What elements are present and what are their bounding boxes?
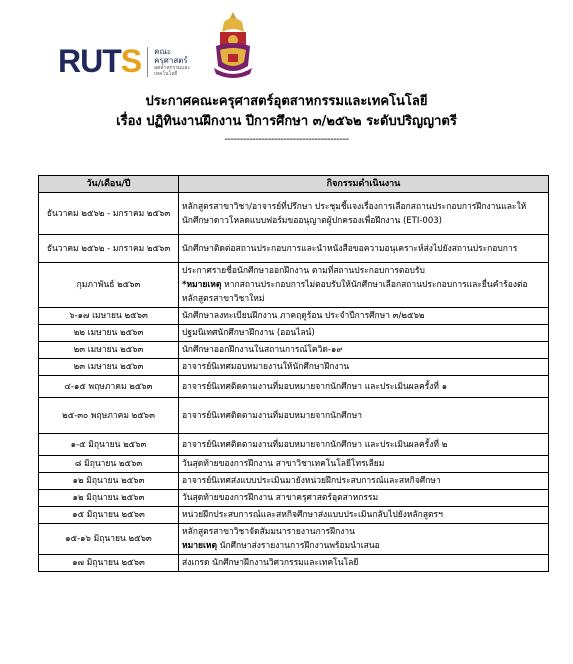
table-row (39, 376, 549, 398)
row-activity-text: วันสุดท้ายของการฝึกงาน สาขาวิชาเทคโนโลยีโทรเลียม (182, 459, 385, 469)
row-activity (179, 473, 549, 490)
row-activity-text: หน่วยฝึกประสบการณ์และสหกิจศึกษาส่งแบบประเมินกลับไปยังหลักสูตรฯ (182, 510, 443, 520)
row-date: กุมภาพันธ์ ๒๕๖๓ (39, 263, 179, 308)
table-row (39, 524, 549, 555)
row-activity-text: หลักสูตรสาขาวิชา/อาจารย์ที่ปรึกษา ประชุมชี้แจงเรื่องการเลือกสถานประกอบการฝึกงานและให้นักศึกษาดาวโหลดแบบฟอร์มขออนุญาตผู้ปกครองเพื่อฝึกงาน (ETI-003) (182, 201, 527, 226)
table-row (39, 342, 549, 359)
row-date: ๔-๑๕ พฤษภาคม ๒๕๖๓ (39, 376, 179, 398)
table-row (39, 473, 549, 490)
table-row (39, 434, 549, 456)
row-activity (179, 434, 549, 456)
column-header-activity: กิจกรรมดำเนินงาน (179, 176, 549, 193)
row-date: ๒๕-๓๐ พฤษภาคม ๒๕๖๓ (39, 398, 179, 434)
row-activity-text: อาจารย์นิเทศติดตามงานที่มอบหมายจากนักศึกษา และประเมินผลครั้งที่ ๒ (182, 439, 448, 450)
row-date: ธันวาคม ๒๕๖๒ - มกราคม ๒๕๖๓ (39, 193, 179, 235)
title-line-2: เรื่อง ปฏิทินงานฝึกงาน ปีการศึกษา ๓/๒๕๖๒ ระดับปริญญาตรี (116, 114, 457, 129)
table-row (39, 235, 549, 263)
title-line-1: ประกาศคณะครุศาสตร์อุตสาหกรรมและเทคโนโลยี (145, 94, 428, 109)
row-activity (179, 235, 549, 263)
row-activity-text: อาจารย์นิเทศส่งแบบประเมินมายังหน่วยฝึกประสบการณ์และสหกิจศึกษา (182, 476, 441, 486)
table-row (39, 398, 549, 434)
row-activity-text: นักศึกษาลงทะเบียนฝึกงาน ภาคฤดูร้อน ประจำปีการศึกษา ๓/๒๕๖๒ (182, 311, 425, 321)
row-activity-text: วันสุดท้ายของการฝึกงาน สาขาครุศาสตร์อุตสาหกรรม (182, 493, 379, 503)
row-date: ๒๓ เมษายน ๒๕๖๓ (39, 359, 179, 376)
row-date: ๑๒ มิถุนายน ๒๕๖๓ (39, 490, 179, 507)
row-note-text: หากสถานประกอบการไม่ตอบรับให้นักศึกษาเลือกสถานประกอบการและยื่นคำร้องต่อหลักสูตรสาขาวิชาใหม่ (182, 280, 528, 304)
row-activity (179, 490, 549, 507)
row-activity (179, 308, 549, 325)
table-row (39, 193, 549, 235)
table-row (39, 507, 549, 524)
row-date: ๑-๕ มิถุนายน ๒๕๖๓ (39, 434, 179, 456)
university-emblem-icon (210, 10, 256, 80)
row-activity-text: นักศึกษาออกฝึกงานในสถานการณ์โควิด-๑๙ (182, 345, 343, 355)
row-activity-text: อาจารย์นิเทศมอบหมายงานให้นักศึกษาฝึกงาน (182, 362, 350, 372)
row-date: ๒๒ เมษายน ๒๕๖๓ (39, 325, 179, 342)
row-activity (179, 376, 549, 398)
table-header-row (39, 176, 549, 193)
row-date: ๑๗ มิถุนายน ๒๕๖๓ (39, 555, 179, 572)
table-row (39, 555, 549, 572)
row-note-label: *หมายเหตุ (182, 280, 222, 290)
row-date: ๑๕-๑๖ มิถุนายน ๒๕๖๓ (39, 524, 179, 555)
row-activity (179, 456, 549, 473)
row-activity (179, 325, 549, 342)
table-row (39, 490, 549, 507)
row-date: ๑๕ มิถุนายน ๒๕๖๓ (39, 507, 179, 524)
logo-faculty: คณะครุศาสตร์ อุตสาหกรรมและเทคโนโลยี (154, 46, 191, 77)
title-rule: ---------------------------------------- (224, 134, 349, 145)
row-activity (179, 359, 549, 376)
row-activity-text: อาจารย์นิเทศติดตามงานที่มอบหมายจากนักศึกษา (182, 410, 363, 421)
row-activity (179, 398, 549, 434)
row-activity-text: ประกาศรายชื่อนักศึกษาออกฝึกงาน ตามที่สถานประกอบการตอบรับ (182, 266, 425, 276)
header-logos (58, 10, 258, 85)
table-row (39, 308, 549, 325)
row-date: ๘ มิถุนายน ๒๕๖๓ (39, 456, 179, 473)
table-row (39, 359, 549, 376)
row-activity (179, 507, 549, 524)
row-activity-text: ปฐมนิเทศนักศึกษาฝึกงาน (ออนไลน์) (182, 328, 315, 338)
column-header-date: วัน/เดือน/ปี (39, 176, 179, 193)
row-date: ๒๓ เมษายน ๒๕๖๓ (39, 342, 179, 359)
document-title (0, 92, 573, 146)
row-date: ๑๒ มิถุนายน ๒๕๖๓ (39, 473, 179, 490)
row-activity (179, 524, 549, 555)
logo-wordmark: RUTS (58, 43, 142, 79)
row-note-label: หมายเหตุ (182, 541, 217, 551)
table-row (39, 325, 549, 342)
table-row (39, 456, 549, 473)
row-note-text: นักศึกษาส่งรายงานการฝึกงานพร้อมนำเสนอ (217, 541, 380, 551)
row-activity (179, 555, 549, 572)
rutsl-logo (58, 43, 204, 80)
row-activity (179, 193, 549, 235)
row-activity (179, 263, 549, 308)
logo-divider (147, 47, 148, 77)
row-date: ๖-๑๗ เมษายน ๒๕๖๓ (39, 308, 179, 325)
row-date: ธันวาคม ๒๕๖๒ - มกราคม ๒๕๖๓ (39, 235, 179, 263)
row-activity-text: นักศึกษาติดต่อสถานประกอบการและนำหนังสือขอความอนุเคราะห์ส่งไปยังสถานประกอบการ (182, 243, 518, 254)
row-activity-text: ส่งเกรด นักศึกษาฝึกงานวิศวกรรมและเทคโนโลยี (182, 558, 359, 568)
row-activity (179, 342, 549, 359)
schedule-table (38, 175, 549, 572)
row-activity-text: หลักสูตรสาขาวิชาจัดสัมมนารายงานการฝึกงาน (182, 527, 355, 537)
row-activity-text: อาจารย์นิเทศติดตามงานที่มอบหมายจากนักศึกษา และประเมินผลครั้งที่ ๑ (182, 381, 448, 392)
table-row (39, 263, 549, 308)
